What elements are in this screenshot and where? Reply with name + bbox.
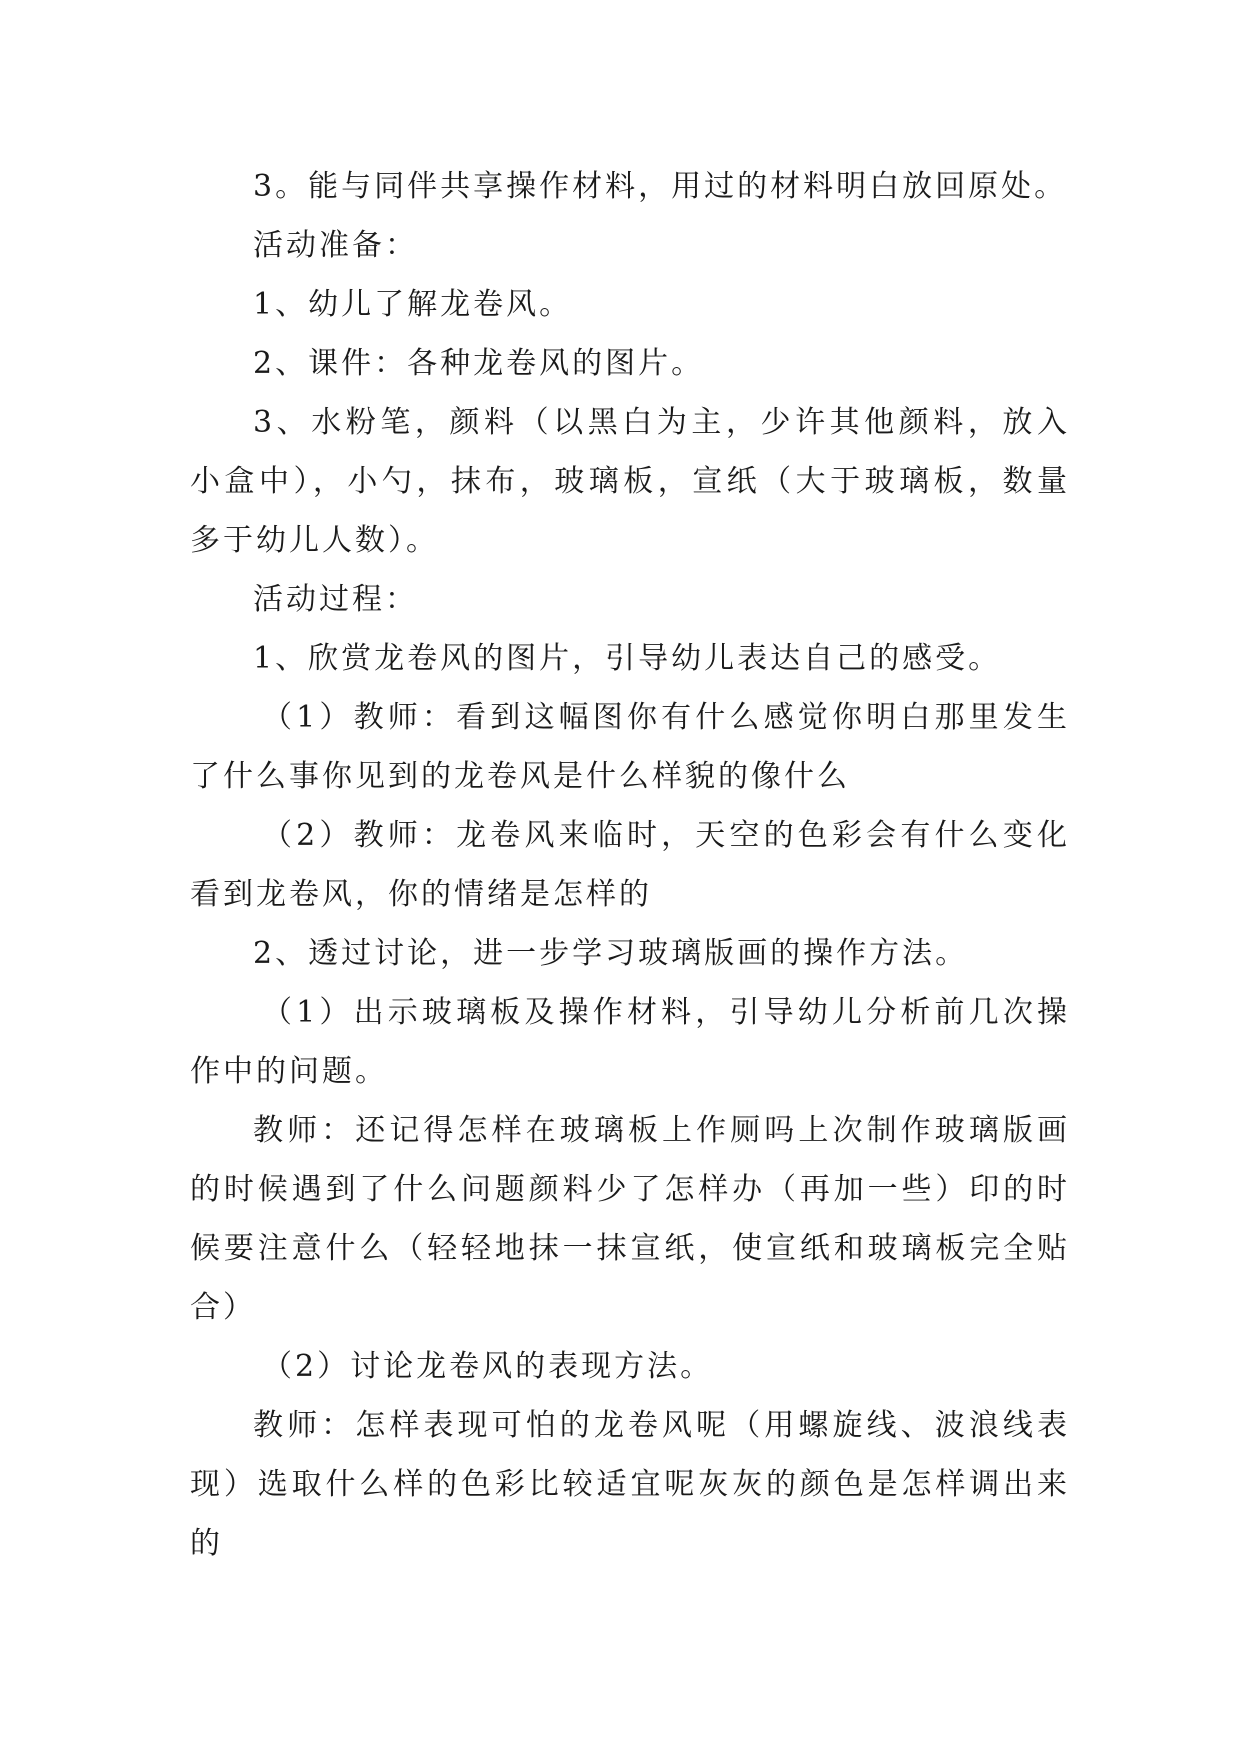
text-line: 的时候遇到了什么问题颜料少了怎样办（再加一些）印的时 — [190, 1172, 1070, 1207]
text-line: 教师：还记得怎样在玻璃板上作厕吗上次制作玻璃版画 — [253, 1113, 1070, 1148]
text-line: 3。能与同伴共享操作材料，用过的材料明白放回原处。 — [253, 169, 1068, 204]
text-line: 2、课件：各种龙卷风的图片。 — [253, 346, 705, 381]
text-line: 小盒中），小勺，抹布，玻璃板，宣纸（大于玻璃板，数量 — [190, 464, 1070, 499]
text-line: （1）出示玻璃板及操作材料，引导幼儿分析前几次操 — [262, 995, 1070, 1030]
text-line: 3、水粉笔，颜料（以黑白为主，少许其他颜料，放入 — [253, 405, 1070, 440]
document-body — [190, 157, 1070, 1573]
text-line: 了什么事你见到的龙卷风是什么样貌的像什么 — [190, 759, 850, 794]
text-line: （1）教师：看到这幅图你有什么感觉你明白那里发生 — [262, 700, 1070, 735]
text-line: 合） — [190, 1290, 256, 1325]
text-line: 看到龙卷风，你的情绪是怎样的 — [190, 877, 652, 912]
text-line: （2）讨论龙卷风的表现方法。 — [262, 1349, 714, 1384]
text-line: 作中的问题。 — [190, 1054, 388, 1089]
text-line: 1、幼儿了解龙卷风。 — [253, 287, 573, 322]
section-heading: 活动准备： — [253, 228, 418, 263]
text-line: 的 — [190, 1526, 223, 1561]
text-line: 候要注意什么（轻轻地抹一抹宣纸，使宣纸和玻璃板完全贴 — [190, 1231, 1070, 1266]
section-heading: 活动过程： — [253, 582, 418, 617]
text-line: 教师：怎样表现可怕的龙卷风呢（用螺旋线、波浪线表 — [253, 1408, 1070, 1443]
text-line: 现）选取什么样的色彩比较适宜呢灰灰的颜色是怎样调出来 — [190, 1467, 1070, 1502]
text-line: 1、欣赏龙卷风的图片，引导幼儿表达自己的感受。 — [253, 641, 1002, 676]
text-line: （2）教师：龙卷风来临时，天空的色彩会有什么变化 — [262, 818, 1070, 853]
text-line: 2、透过讨论，进一步学习玻璃版画的操作方法。 — [253, 936, 969, 971]
text-line: 多于幼儿人数）。 — [190, 523, 439, 558]
